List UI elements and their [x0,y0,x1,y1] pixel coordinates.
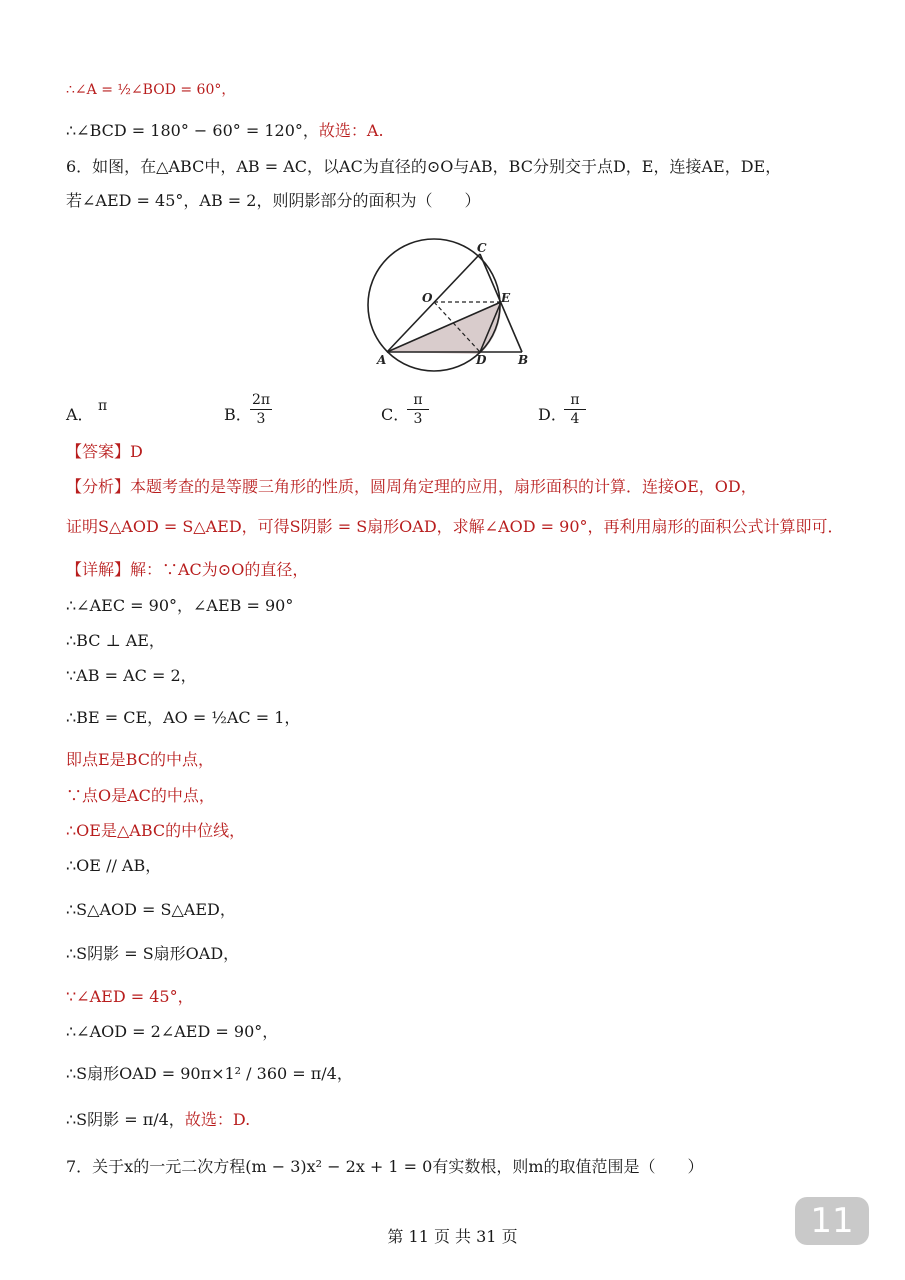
analysis-line-1: 【分析】本题考查的是等腰三角形的性质，圆周角定理的应用，扇形面积的计算．连接OE，OD， [66,477,757,496]
answer-line: 【答案】D [66,442,143,461]
question-6-line-2: 若∠AED = 45°，AB = 2，则阴影部分的面积为（ ） [66,191,481,210]
option-a-label: A． [66,405,94,424]
option-d-label: D． [538,405,567,424]
question-6-line-1: 6．如图，在△ABC中，AB = AC，以AC为直径的⊙O与AB，BC分别交于点D，E，连接AE，DE， [66,157,782,176]
solution-line-8: ∴OE是△ABC的中位线， [66,821,246,840]
option-d-fraction [564,392,586,427]
label-a: A [377,353,387,367]
solution-line-15 [66,1108,250,1132]
solution-line-11: ∴S阴影 = S扇形OAD， [66,944,240,963]
option-c-denominator: 3 [413,411,423,427]
solution-line-7: ∵点O是AC的中点， [66,786,215,805]
label-d: D [476,353,487,367]
label-c: C [477,241,487,255]
option-b-fraction [250,392,272,427]
page-number-badge: 11 [795,1197,869,1245]
solution-line-14: ∴S扇形OAD = 90π×1² / 360 = π/4， [66,1064,353,1083]
analysis-line-2: 证明S△AOD = S△AED，可得S阴影 = S扇形OAD，求解∠AOD = 90°，再利用扇形的面积公式计算即可． [66,517,844,536]
solution-line-9: ∴OE // AB， [66,856,162,875]
prev-line-1: ∴∠A = ½∠BOD = 60°， [66,82,236,98]
option-d-numerator: π [564,392,586,410]
option-a-value: π [98,398,108,414]
solution-line-15-math: ∴S阴影 = π/4， [66,1110,185,1129]
solution-line-5: ∴BE = CE，AO = ½AC = 1， [66,708,301,727]
solution-line-2: ∴∠AEC = 90°，∠AEB = 90° [66,596,294,615]
solution-final-answer: 故选：D. [184,1110,251,1129]
prev-answer: 故选：A. [318,121,384,140]
label-o: O [422,291,433,305]
question-7: 7．关于x的一元二次方程(m − 3)x² − 2x + 1 = 0有实数根，则m的取值范围是（ ） [66,1157,704,1176]
solution-line-1: 【详解】解：∵AC为⊙O的直径， [66,560,309,579]
option-b-label: B． [224,405,252,424]
option-b-denominator: 3 [256,411,266,427]
option-c-fraction [407,392,429,427]
prev-line-2 [66,119,384,143]
solution-line-10: ∴S△AOD = S△AED， [66,900,236,919]
solution-line-6: 即点E是BC的中点， [66,750,214,769]
label-e: E [501,291,511,305]
geometry-figure [360,236,540,376]
page-footer: 第 11 页 共 31 页 [387,1227,518,1246]
option-c-label: C． [381,405,410,424]
label-b: B [518,353,529,367]
prev-line-2-math: ∴∠BCD = 180° − 60° = 120°， [66,121,319,140]
solution-line-3: ∴BC ⊥ AE， [66,631,165,650]
option-d-denominator: 4 [570,411,580,427]
solution-line-13: ∴∠AOD = 2∠AED = 90°， [66,1022,279,1041]
solution-line-4: ∵AB = AC = 2， [66,666,197,685]
solution-line-12: ∵∠AED = 45°， [66,987,194,1006]
option-c-numerator: π [407,392,429,410]
option-b-numerator: 2π [251,392,271,408]
